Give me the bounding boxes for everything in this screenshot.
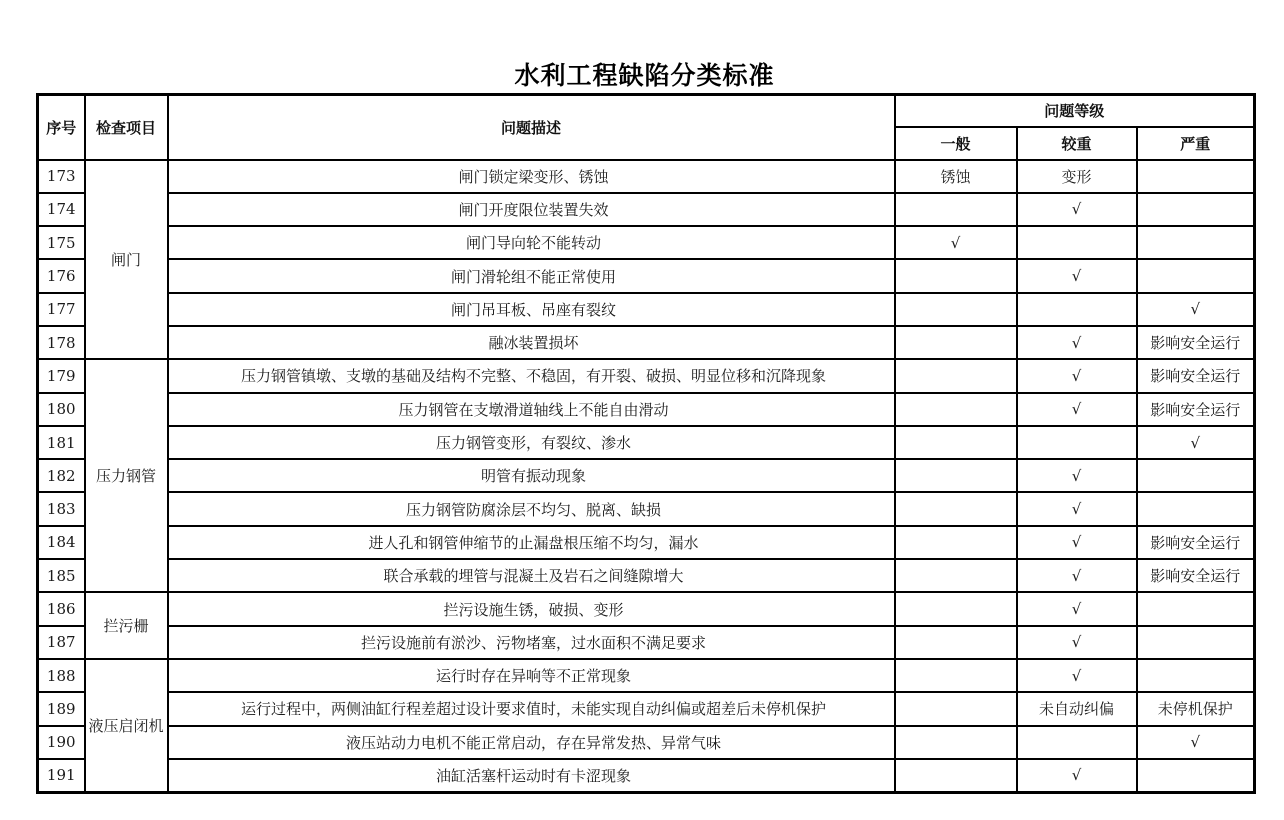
grade-general-cell: √ xyxy=(895,226,1017,259)
table-row xyxy=(38,492,1255,525)
grade-severe-cell: 影响安全运行 xyxy=(1137,326,1255,359)
table-row xyxy=(38,259,1255,292)
table-row xyxy=(38,359,1255,392)
grade-general-cell xyxy=(895,193,1017,226)
inspection-item-cell: 闸门 xyxy=(85,160,168,360)
row-number-cell: 174 xyxy=(38,193,85,226)
table-row xyxy=(38,626,1255,659)
table-body xyxy=(38,160,1255,793)
row-number-cell: 173 xyxy=(38,160,85,193)
grade-moderate-cell: √ xyxy=(1017,326,1137,359)
grade-moderate-cell: √ xyxy=(1017,459,1137,492)
table-row xyxy=(38,526,1255,559)
grade-general-cell xyxy=(895,626,1017,659)
grade-severe-cell xyxy=(1137,160,1255,193)
row-number-cell: 191 xyxy=(38,759,85,792)
grade-moderate-cell: √ xyxy=(1017,626,1137,659)
table-row xyxy=(38,326,1255,359)
problem-description-cell: 融冰装置损坏 xyxy=(168,326,895,359)
grade-general-cell xyxy=(895,393,1017,426)
row-number-cell: 175 xyxy=(38,226,85,259)
grade-moderate-cell: √ xyxy=(1017,393,1137,426)
grade-moderate-cell: 未自动纠偏 xyxy=(1017,692,1137,725)
grade-moderate-cell xyxy=(1017,726,1137,759)
problem-description-cell: 闸门滑轮组不能正常使用 xyxy=(168,259,895,292)
grade-general-cell xyxy=(895,326,1017,359)
problem-description-cell: 闸门吊耳板、吊座有裂纹 xyxy=(168,293,895,326)
grade-general-cell xyxy=(895,659,1017,692)
row-number-cell: 180 xyxy=(38,393,85,426)
grade-severe-cell xyxy=(1137,459,1255,492)
header-problem-grade: 问题等级 xyxy=(895,95,1255,127)
grade-general-cell xyxy=(895,492,1017,525)
table-row xyxy=(38,226,1255,259)
table-row xyxy=(38,759,1255,792)
table-row xyxy=(38,293,1255,326)
grade-moderate-cell: √ xyxy=(1017,492,1137,525)
row-number-cell: 187 xyxy=(38,626,85,659)
problem-description-cell: 压力钢管镇墩、支墩的基础及结构不完整、不稳固，有开裂、破损、明显位移和沉降现象 xyxy=(168,359,895,392)
grade-severe-cell xyxy=(1137,492,1255,525)
grade-general-cell xyxy=(895,526,1017,559)
grade-moderate-cell: √ xyxy=(1017,526,1137,559)
grade-severe-cell: 影响安全运行 xyxy=(1137,559,1255,592)
header-grade-moderate: 较重 xyxy=(1017,127,1137,160)
grade-severe-cell: 影响安全运行 xyxy=(1137,359,1255,392)
problem-description-cell: 运行过程中，两侧油缸行程差超过设计要求值时，未能实现自动纠偏或超差后未停机保护 xyxy=(168,692,895,725)
grade-general-cell xyxy=(895,692,1017,725)
table-row xyxy=(38,726,1255,759)
grade-severe-cell xyxy=(1137,759,1255,792)
grade-general-cell: 锈蚀 xyxy=(895,160,1017,193)
header-index: 序号 xyxy=(38,95,85,160)
row-number-cell: 188 xyxy=(38,659,85,692)
grade-general-cell xyxy=(895,293,1017,326)
problem-description-cell: 闸门开度限位装置失效 xyxy=(168,193,895,226)
problem-description-cell: 液压站动力电机不能正常启动，存在异常发热、异常气味 xyxy=(168,726,895,759)
table-row xyxy=(38,160,1255,193)
grade-general-cell xyxy=(895,459,1017,492)
grade-moderate-cell xyxy=(1017,293,1137,326)
grade-moderate-cell: √ xyxy=(1017,559,1137,592)
inspection-item-cell: 压力钢管 xyxy=(85,359,168,592)
inspection-item-cell: 液压启闭机 xyxy=(85,659,168,792)
grade-general-cell xyxy=(895,359,1017,392)
problem-description-cell: 进人孔和钢管伸缩节的止漏盘根压缩不均匀，漏水 xyxy=(168,526,895,559)
row-number-cell: 179 xyxy=(38,359,85,392)
grade-moderate-cell xyxy=(1017,226,1137,259)
problem-description-cell: 闸门锁定梁变形、锈蚀 xyxy=(168,160,895,193)
grade-severe-cell xyxy=(1137,659,1255,692)
grade-general-cell xyxy=(895,259,1017,292)
problem-description-cell: 联合承载的埋管与混凝土及岩石之间缝隙增大 xyxy=(168,559,895,592)
row-number-cell: 190 xyxy=(38,726,85,759)
header-inspection-item: 检查项目 xyxy=(85,95,168,160)
row-number-cell: 185 xyxy=(38,559,85,592)
row-number-cell: 177 xyxy=(38,293,85,326)
grade-severe-cell: 影响安全运行 xyxy=(1137,393,1255,426)
row-number-cell: 183 xyxy=(38,492,85,525)
row-number-cell: 186 xyxy=(38,592,85,625)
row-number-cell: 182 xyxy=(38,459,85,492)
table-row xyxy=(38,659,1255,692)
grade-moderate-cell: √ xyxy=(1017,659,1137,692)
problem-description-cell: 油缸活塞杆运动时有卡涩现象 xyxy=(168,759,895,792)
grade-severe-cell xyxy=(1137,226,1255,259)
problem-description-cell: 明管有振动现象 xyxy=(168,459,895,492)
table-row xyxy=(38,426,1255,459)
grade-moderate-cell: 变形 xyxy=(1017,160,1137,193)
grade-moderate-cell: √ xyxy=(1017,759,1137,792)
problem-description-cell: 拦污设施前有淤沙、污物堵塞，过水面积不满足要求 xyxy=(168,626,895,659)
grade-moderate-cell xyxy=(1017,426,1137,459)
row-number-cell: 178 xyxy=(38,326,85,359)
table-row xyxy=(38,193,1255,226)
row-number-cell: 189 xyxy=(38,692,85,725)
row-number-cell: 176 xyxy=(38,259,85,292)
grade-moderate-cell: √ xyxy=(1017,193,1137,226)
grade-severe-cell: √ xyxy=(1137,726,1255,759)
table-row xyxy=(38,459,1255,492)
table-row xyxy=(38,559,1255,592)
grade-severe-cell: √ xyxy=(1137,293,1255,326)
grade-moderate-cell: √ xyxy=(1017,359,1137,392)
grade-moderate-cell: √ xyxy=(1017,592,1137,625)
defect-classification-table xyxy=(36,93,1256,794)
header-grade-general: 一般 xyxy=(895,127,1017,160)
row-number-cell: 184 xyxy=(38,526,85,559)
grade-general-cell xyxy=(895,726,1017,759)
grade-general-cell xyxy=(895,426,1017,459)
grade-severe-cell: √ xyxy=(1137,426,1255,459)
problem-description-cell: 闸门导向轮不能转动 xyxy=(168,226,895,259)
table-row xyxy=(38,393,1255,426)
grade-severe-cell xyxy=(1137,259,1255,292)
header-problem-description: 问题描述 xyxy=(168,95,895,160)
grade-severe-cell: 影响安全运行 xyxy=(1137,526,1255,559)
problem-description-cell: 运行时存在异响等不正常现象 xyxy=(168,659,895,692)
problem-description-cell: 压力钢管防腐涂层不均匀、脱离、缺损 xyxy=(168,492,895,525)
inspection-item-cell: 拦污栅 xyxy=(85,592,168,659)
row-number-cell: 181 xyxy=(38,426,85,459)
grade-general-cell xyxy=(895,592,1017,625)
grade-severe-cell: 未停机保护 xyxy=(1137,692,1255,725)
table-row xyxy=(38,692,1255,725)
grade-general-cell xyxy=(895,759,1017,792)
grade-general-cell xyxy=(895,559,1017,592)
problem-description-cell: 拦污设施生锈，破损、变形 xyxy=(168,592,895,625)
table-row xyxy=(38,592,1255,625)
grade-moderate-cell: √ xyxy=(1017,259,1137,292)
grade-severe-cell xyxy=(1137,193,1255,226)
problem-description-cell: 压力钢管在支墩滑道轴线上不能自由滑动 xyxy=(168,393,895,426)
problem-description-cell: 压力钢管变形，有裂纹、渗水 xyxy=(168,426,895,459)
grade-severe-cell xyxy=(1137,626,1255,659)
page-title: 水利工程缺陷分类标准 xyxy=(514,61,775,90)
grade-severe-cell xyxy=(1137,592,1255,625)
header-grade-severe: 严重 xyxy=(1137,127,1255,160)
table-header xyxy=(38,95,1255,160)
